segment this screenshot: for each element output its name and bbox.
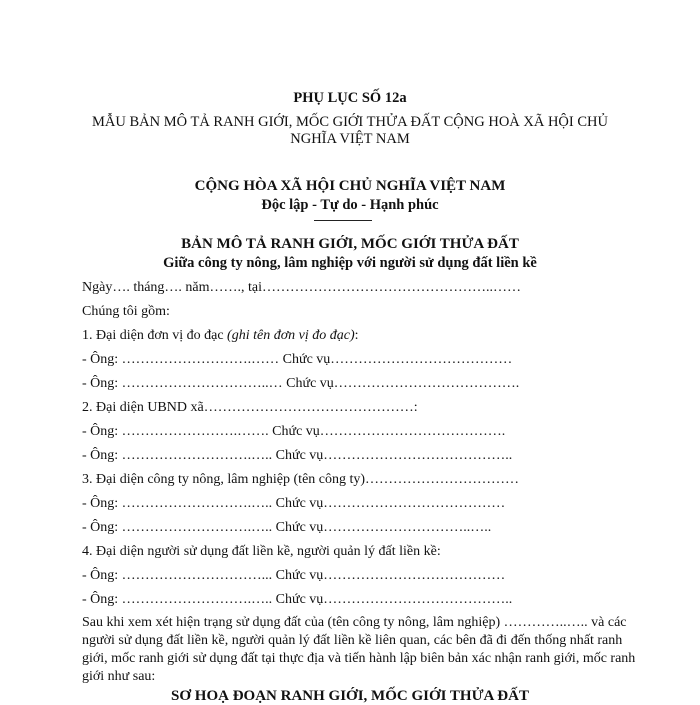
appendix-title-line1: MẪU BẢN MÔ TẢ RANH GIỚI, MỐC GIỚI THỬA ĐẤT CỘNG HOÀ XÃ HỘI CHỦ (92, 114, 608, 130)
section1-line1: - Ông: ……………………….…… Chức vụ………………………………… (82, 352, 513, 367)
document-title: BẢN MÔ TẢ RANH GIỚI, MỐC GIỚI THỬA ĐẤT (181, 236, 519, 252)
section1-heading-text: 1. Đại diện đơn vị đo đạc (82, 328, 228, 343)
section4-heading: 4. Đại diện người sử dụng đất liền kề, người quản lý đất liền kề: (82, 544, 441, 559)
section1-line2: - Ông: …………………………..… Chức vụ…………………………………. (82, 376, 520, 391)
next-section-heading: SƠ HOẠ ĐOẠN RANH GIỚI, MỐC GIỚI THỬA ĐẤT (171, 688, 529, 704)
motto-underline (314, 220, 372, 221)
national-motto: Độc lập - Tự do - Hạnh phúc (261, 197, 439, 213)
section3-heading: 3. Đại diện công ty nông, lâm nghiệp (tên công ty)…………………………… (82, 472, 520, 487)
section2-heading: 2. Đại diện UBND xã………………………………………: (82, 400, 418, 415)
intro-line: Chúng tôi gồm: (82, 304, 170, 319)
section2-line1: - Ông: …………………….……. Chức vụ…………………………………. (82, 424, 506, 439)
section1-heading-note: (ghi tên đơn vị đo đạc) (227, 328, 355, 343)
appendix-title-line2: NGHĨA VIỆT NAM (290, 131, 410, 147)
section2-line2: - Ông: ……………………….….. Chức vụ………………………………….. (82, 448, 513, 463)
appendix-number: PHỤ LỤC SỐ 12a (293, 90, 407, 106)
section4-line1: - Ông: …………………………... Chức vụ………………………………… (82, 568, 506, 583)
date-line: Ngày…. tháng…. năm……., tại…………………………………………..…… (82, 280, 522, 295)
section3-line1: - Ông: ……………………….….. Chức vụ………………………………… (82, 496, 506, 511)
closing-paragraph: Sau khi xem xét hiện trạng sử dụng đất của (tên công ty nông, lâm nghiệp) …………..….. và các người sử dụng đất liền kề, người quản lý đất liền kề liên quan, các bên đã đi đến thống nhất ranh giới, mốc ranh giới sử dụng đất tại thực địa và tiến hành lập biên bản xác nhận ranh giới, mốc ranh giới như sau: (82, 615, 636, 684)
section1-heading (82, 328, 359, 344)
section4-line2: - Ông: ……………………….….. Chức vụ………………………………….. (82, 592, 513, 607)
national-name: CỘNG HÒA XÃ HỘI CHỦ NGHĨA VIỆT NAM (194, 178, 506, 194)
section1-heading-end: : (354, 328, 359, 343)
document-subtitle: Giữa công ty nông, lâm nghiệp với người sử dụng đất liền kề (163, 255, 537, 271)
section3-line2: - Ông: ……………………….….. Chức vụ…………………………..….. (82, 520, 492, 535)
